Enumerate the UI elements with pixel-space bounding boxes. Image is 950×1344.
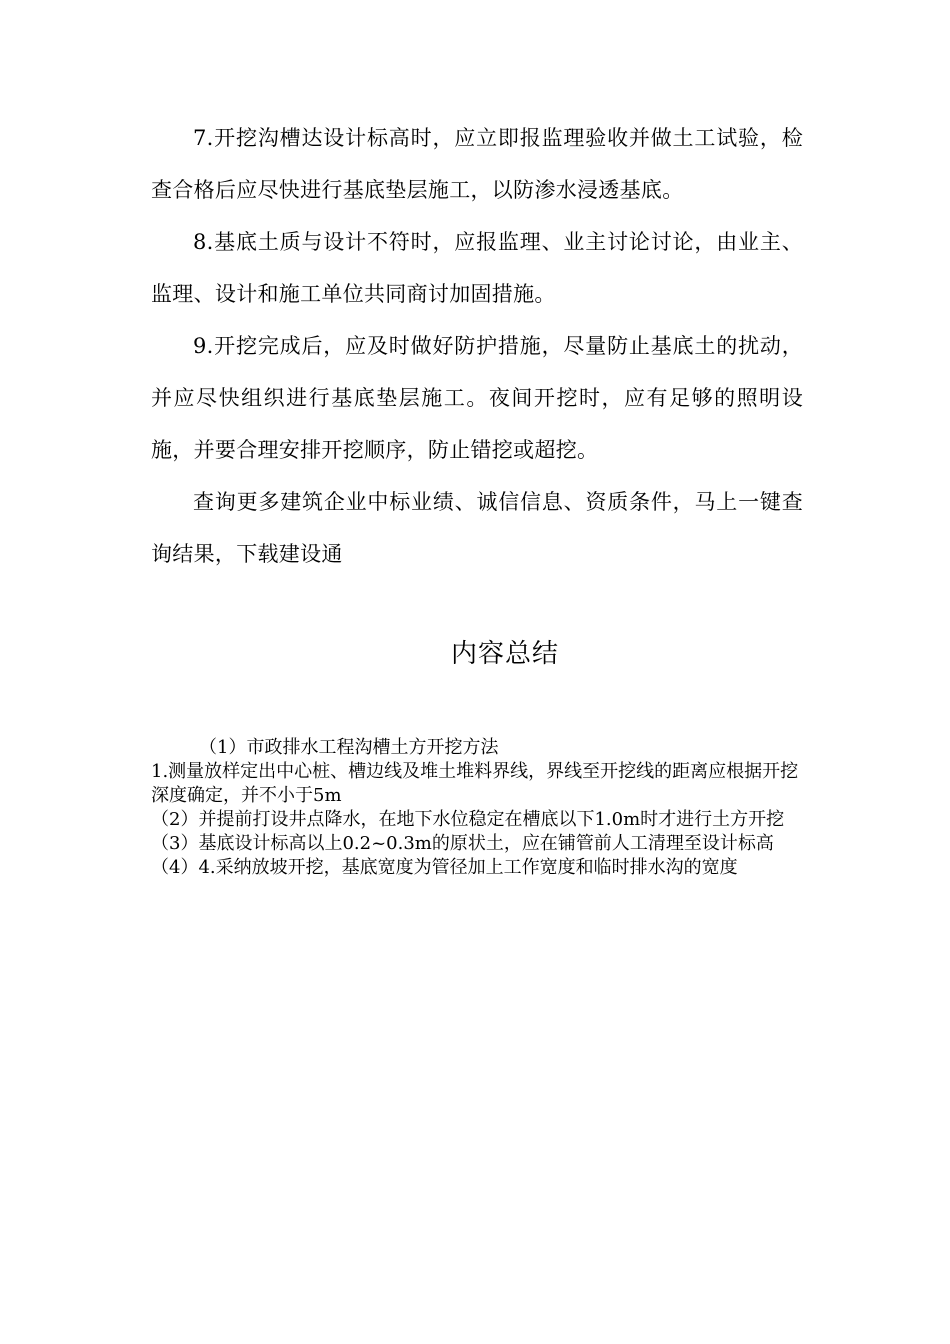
summary-list [151,736,803,880]
summary-title: 内容总结 [450,639,559,669]
summary-item: （3）基底设计标高以上0.2~0.3m的原状土，应在铺管前人工清理至设计标高 [151,833,774,854]
paragraph-promo: 查询更多建筑企业中标业绩、诚信信息、资质条件，马上一键查询结果，下载建设通 [151,490,803,566]
body-text [151,112,803,580]
paragraph-7: 7.开挖沟槽达设计标高时，应立即报监理验收并做土工试验，检查合格后应尽快进行基底垫层施工，以防渗水浸透基底。 [151,126,803,202]
paragraph-9: 9.开挖完成后，应及时做好防护措施，尽量防止基底土的扰动，并应尽快组织进行基底垫层施工。夜间开挖时，应有足够的照明设施，并要合理安排开挖顺序，防止错挖或超挖。 [151,334,803,462]
summary-item: 1.测量放样定出中心桩、槽边线及堆土堆料界线，界线至开挖线的距离应根据开挖深度确定，并不小于5m [151,761,799,806]
summary-item: （2）并提前打设井点降水，在地下水位稳定在槽底以下1.0m时才进行土方开挖 [151,809,785,830]
summary-item: （4）4.采纳放坡开挖，基底宽度为管径加上工作宽度和临时排水沟的宽度 [151,857,738,878]
summary-item: （1）市政排水工程沟槽土方开挖方法 [199,737,499,758]
paragraph-8: 8.基底土质与设计不符时，应报监理、业主讨论讨论，由业主、监理、设计和施工单位共同商讨加固措施。 [151,230,803,306]
